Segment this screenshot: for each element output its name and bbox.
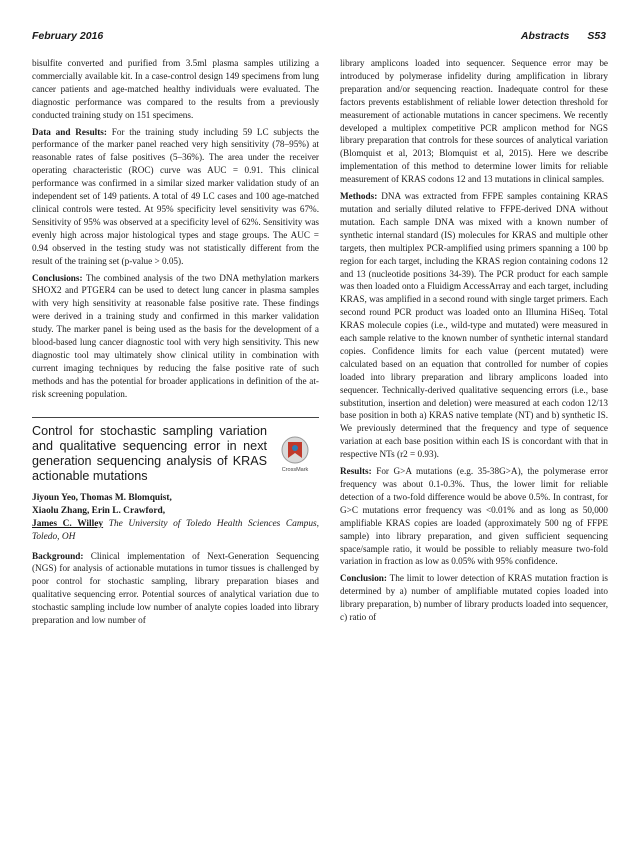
- paragraph-methods: [340, 190, 608, 461]
- paragraph-heading: Conclusion:: [340, 573, 387, 584]
- paragraph-heading: Data and Results:: [32, 126, 107, 137]
- header-date: February 2016: [32, 30, 104, 42]
- paragraph-results: [340, 465, 608, 568]
- paragraph-body: For the training study including 59 LC subjects the performance of the marker panel reached very high sensitivity (78–95%) at reasonable rates of false positives (5–36%). The area under the receiver operating characteristic (ROC) curve was AUC = 0.91. This clinical performance was confirmed in a similar sized marker validation study of an independent set of 149 patients. A total of 49 LC cases and 100 age-matched clinical controls were tested. At 95% specificity level sensitivity was 67%. Sensitivity of 95% was observed at a specificity level of 62%. Sensitivity was evenly high across major histological types and stage groups. The AUC = 0.94 observed in the testing study was not statistically different from the result of the training set (p-value > 0.05).: [32, 126, 319, 266]
- author-line: Xiaolu Zhang, Erin L. Crawford,: [32, 505, 166, 516]
- paragraph-conclusion: [340, 572, 608, 624]
- paragraph-background-continued: library amplicons loaded into sequencer. Sequence error may be introduced by polymerase infidelity during amplification in library preparation and/or sequencing reaction. Inadequate control for these factors prevents establishment of reliable lower detection threshold for measurement of actionable mutations in cancer specimens. We recently developed a multiplex competitive PCR amplicon method for NGS library preparation that controls for these sources of analytical variation (Blomquist et al, 2013; Blomquist et al, 2015). Here we describe implementation of this method to determine lower limits for reliable measurement of KRAS codons 12 and 13 mutations in clinical samples.: [340, 58, 608, 185]
- paragraph-heading: Background:: [32, 550, 84, 561]
- section-divider: [32, 417, 319, 418]
- paragraph-background: [32, 550, 319, 627]
- paragraph-body: The limit to lower detection of KRAS mutation fraction is determined by a) number of amplifiable mutated copies loaded into library preparation, b) number of library products loaded into sequencer, c) ratio of: [340, 573, 608, 623]
- right-column: [340, 57, 608, 628]
- header-right: [503, 30, 606, 42]
- paragraph-conclusions: [32, 272, 319, 401]
- presenting-author: James C. Willey: [32, 518, 104, 529]
- paragraph-body: For G>A mutations (e.g. 35-38G>A), the polymerase error frequency was about 0.1-0.3%. Thus, the lower limit for reliable detection of a two-fold difference would be above 0.5%. In contrast, for G>C mutations error frequency was <0.01% and as long as 50,000 amplifiable KRAS copies are loaded (approximately 500 ng of FFPE sample) into library preparation, and given sufficient sequencing space/sample ratio, it would be possible to reliably measure two-fold variation in fraction as low as 0.05% with 95% confidence.: [340, 466, 608, 567]
- header-page-number: S53: [587, 30, 606, 42]
- paragraph-heading: Conclusions:: [32, 272, 83, 283]
- paragraph-methods-continued: bisulfite converted and purified from 3.5ml plasma samples utilizing a commercially available kit. In a case-control design 149 specimens from lung cancer patients and age-matched healthy individuals were evaluated. The diagnostic performance was compared to the results from a previously conducted training study on 151 specimens.: [32, 58, 319, 120]
- header-section: Abstracts: [520, 30, 570, 42]
- article-title: Control for stochastic sampling variation and qualitative sequencing error in next generation sequencing analysis of KRAS actionable mutations: [32, 423, 267, 483]
- author-list: [32, 492, 319, 544]
- article-header: [32, 424, 319, 484]
- left-column: [32, 57, 319, 631]
- affiliation: The University of Toledo Health Sciences Campus, Toledo, OH: [32, 518, 320, 542]
- paragraph-body: DNA was extracted from FFPE samples containing KRAS mutation and serially diluted relative to FFPE-derived DNA without mutation. Each sample DNA was mixed with a known number of synthetic internal standard (IS) molecules for KRAS and multiple other targets, then multiplex PCR-amplified using primers spanning a 100 bp region for each target, including the KRAS region containing codons 12 and 13 (nucleotide positions 34-39). The PCR product for each sample was then loaded onto a Fluidigm AccessArray and each target, including KRAS, was amplified in a second round with single target primers. Each second round PCR product was loaded onto an Illumina HiSeq. Total KRAS molecule copies (i.e., wild-type and mutated) were measured in each sample relative to the known number of synthetic internal standard copies. Confidence limits for each value (percent mutated) were calculated based on an equation that controlled for number of copies loaded into library preparation and library amplicons loaded into sequencer. Technically-derived qualitative sequencing errors (i.e., base substitution, insertion and deletion) were measured at each codon 12/13 base position in both a) KRAS native template (NT) and b) synthetic IS. We previously determined that the frequency and type of sequence variation at each base position within each IS is concordant with that in respective NTs (r2 = 0.93).: [340, 191, 608, 460]
- page-header: [32, 30, 606, 46]
- paragraph-data-and-results: [32, 126, 319, 268]
- svg-text:CrossMark: CrossMark: [281, 466, 309, 473]
- paragraph-body: The combined analysis of the two DNA methylation markers SHOX2 and PTGER4 can be used to detect lung cancer in plasma samples with very high sensitivity at reasonable false positive rate. These findings were derived in a training study and confirmed in this marker validation study. The marker panel is being used as the basis for the development of a blood-based lung cancer diagnostic tool with very high sensitivity. This new diagnostic tool may ultimately show clinical utility in combination with current imaging techniques by reducing the false positive rate of such methods and has the potential for broader applications in definition of the at-risk screening population.: [32, 272, 319, 399]
- paragraph-heading: Methods:: [340, 191, 378, 202]
- paragraph-body: Clinical implementation of Next-Generation Sequencing (NGS) for analysis of actionable mutations in tumor tissues is challenged by poor control for stochastic sampling, library preparation biases and qualitative sequencing error. Potential sources of analytical variation due to stochastic sampling include low number of analyte copies loaded into library preparation and low number of: [32, 550, 319, 626]
- crossmark-logo[interactable]: [275, 434, 315, 474]
- paragraph-heading: Results:: [340, 466, 372, 477]
- author-line: Jiyoun Yeo, Thomas M. Blomquist,: [32, 492, 172, 503]
